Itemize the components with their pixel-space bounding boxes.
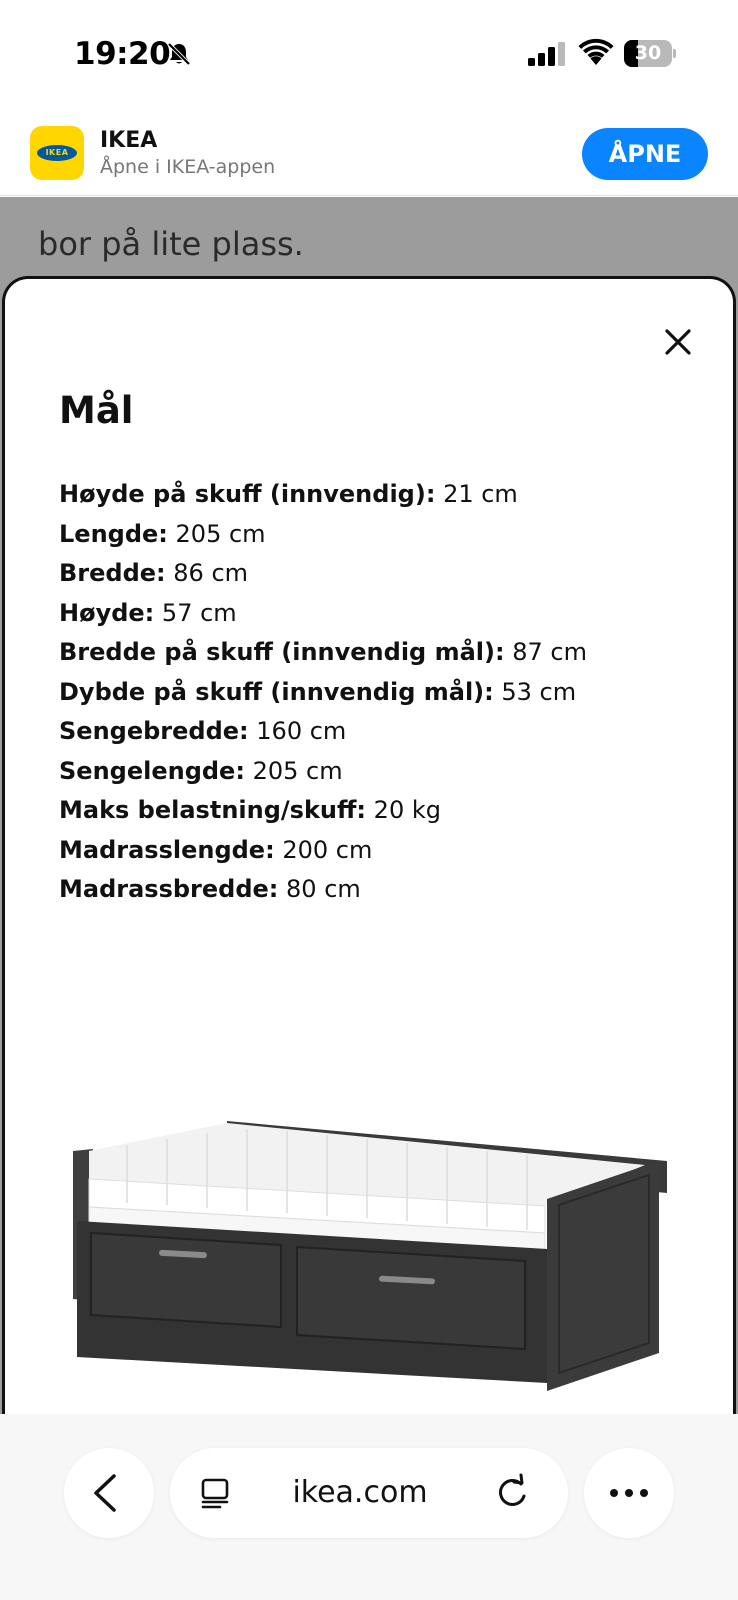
status-bar <box>0 0 738 108</box>
more-button[interactable] <box>584 1448 674 1538</box>
cellular-signal-icon <box>528 42 566 66</box>
dimensions-modal <box>2 276 736 1426</box>
more-icon <box>584 1448 674 1538</box>
reload-icon <box>490 1472 534 1516</box>
spec-value: 86 cm <box>173 559 249 587</box>
spec-label: Høyde: <box>59 598 155 627</box>
spec-label: Maks belastning/skuff: <box>59 796 367 824</box>
spec-row <box>59 594 699 634</box>
spec-label: Bredde på skuff (innvendig mål): <box>59 638 505 666</box>
daybed-product-image <box>67 1121 687 1411</box>
spec-value: 20 kg <box>373 796 441 824</box>
battery-level: 30 <box>634 42 662 64</box>
battery-body <box>624 40 672 67</box>
spec-value: 80 cm <box>286 875 361 903</box>
app-banner <box>0 108 738 196</box>
spec-row <box>59 633 699 673</box>
spec-value: 205 cm <box>252 756 343 785</box>
spec-list <box>59 475 699 910</box>
app-name: IKEA <box>100 128 158 153</box>
spec-row <box>59 752 699 792</box>
spec-label: Høyde på skuff (innvendig): <box>59 480 436 508</box>
spec-row <box>59 673 699 713</box>
spec-value: 87 cm <box>512 638 587 666</box>
spec-row <box>59 475 699 515</box>
spec-value: 57 cm <box>161 598 237 627</box>
ikea-logo-icon <box>30 126 84 180</box>
spec-value: 205 cm <box>175 519 266 548</box>
modal-title: Mål <box>59 389 134 432</box>
url-text[interactable]: ikea.com <box>292 1475 428 1510</box>
spec-label: Dybde på skuff (innvendig mål): <box>59 677 494 706</box>
spec-value: 160 cm <box>256 717 347 745</box>
spec-value: 53 cm <box>501 677 577 706</box>
address-bar[interactable] <box>170 1448 568 1538</box>
spec-value: 200 cm <box>282 835 373 864</box>
status-time: 19:20 <box>74 36 171 72</box>
tabs-icon[interactable] <box>198 1476 232 1510</box>
spec-label: Lengde: <box>59 519 168 548</box>
spec-label: Sengebredde: <box>59 717 249 745</box>
background-page <box>0 197 738 287</box>
spec-label: Madrasslengde: <box>59 835 275 864</box>
spec-row <box>59 791 699 831</box>
background-text: bor på lite plass. <box>38 225 304 263</box>
spec-label: Sengelengde: <box>59 756 245 785</box>
app-subtitle: Åpne i IKEA-appen <box>100 156 276 178</box>
battery-cap <box>673 49 676 58</box>
spec-label: Bredde: <box>59 559 166 587</box>
close-icon <box>655 319 701 365</box>
close-button[interactable] <box>655 319 701 365</box>
back-button[interactable] <box>64 1448 154 1538</box>
spec-row <box>59 831 699 871</box>
spec-row <box>59 712 699 752</box>
spec-row <box>59 515 699 555</box>
logo-text: IKEA <box>45 148 69 157</box>
back-icon <box>64 1448 154 1538</box>
spec-label: Madrassbredde: <box>59 875 279 903</box>
spec-value: 21 cm <box>443 480 518 508</box>
open-app-button[interactable]: ÅPNE <box>582 128 708 180</box>
spec-row <box>59 870 699 910</box>
bell-slash-icon <box>165 40 193 68</box>
reload-button[interactable] <box>490 1472 534 1516</box>
spec-row <box>59 554 699 594</box>
wifi-icon <box>578 38 614 66</box>
browser-toolbar <box>0 1414 738 1600</box>
battery-icon <box>624 40 676 67</box>
